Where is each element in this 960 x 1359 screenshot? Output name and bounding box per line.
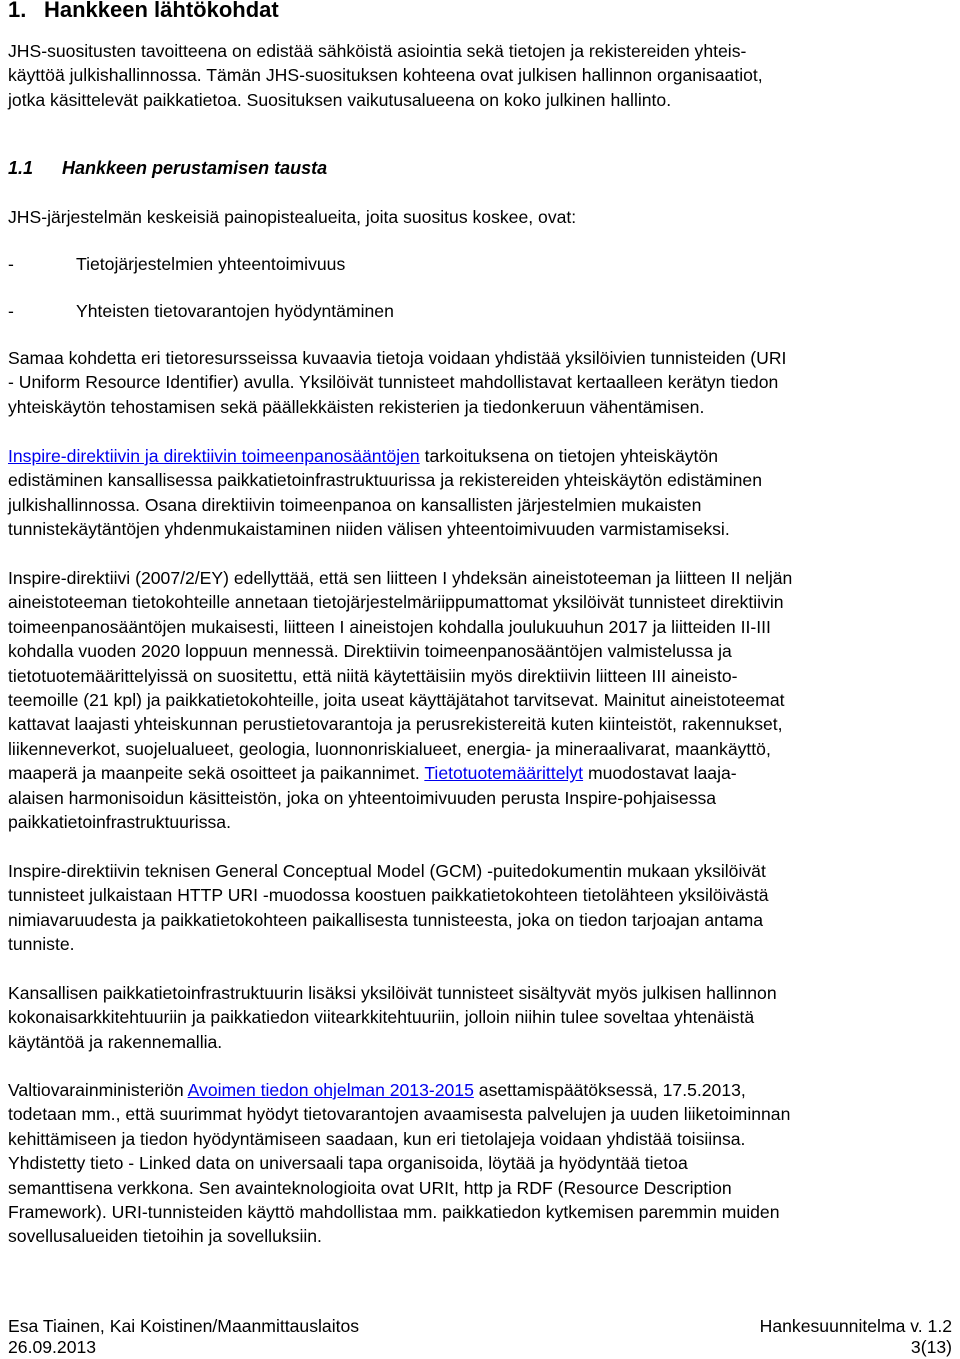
footer-page-number: 3(13) [910, 1337, 952, 1357]
text-line: jotka käsittelevät paikkatietoa. Suosituksen vaikutusalueena on koko julkinen hallinto. [8, 89, 672, 110]
text-fragment: tarkoituksena on tietojen yhteiskäytön [419, 446, 719, 466]
text-fragment: asettamispäätöksessä, 17.5.2013, [473, 1080, 746, 1100]
inspire-requirement-paragraph [8, 566, 956, 834]
text-line: tietotuotemäärittelyissä on suositettu, että niitä käytettäisiin myös direktiivin liitteen III aineisto- [8, 665, 738, 686]
text-line: yhteiskäytön tehostamisen sekä päällekkäisten rekisterien ja tiedonkeruun vähentämisen. [8, 396, 705, 417]
text-line: sovellusalueiden tietoihin ja sovelluksiin. [8, 1226, 322, 1247]
national-paragraph [8, 981, 956, 1054]
uri-paragraph [8, 346, 956, 419]
text-line: tunniste. [8, 934, 75, 955]
text-line: JHS-suositusten tavoitteena on edistää sähköistä asiointia sekä tietojen ja rekistereiden yhteis- [8, 41, 747, 61]
text-line: Yhdistetty tieto - Linked data on universaali tapa organisoida, löytää ja hyödyntää tietoa [8, 1153, 688, 1174]
text-line: tunnisteet julkaistaan HTTP URI -muodossa koostuen paikkatietokohteen tietolähteen yksilöivästä [8, 885, 769, 906]
section-title: Hankkeen lähtökohdat [44, 0, 279, 22]
text-line: Inspire-direktiivi (2007/2/EY) edellyttää, että sen liitteen I yhdeksän aineistoteeman ja liitteen II neljän [8, 568, 793, 588]
text-line: Samaa kohdetta eri tietoresursseissa kuvaavia tietoja voidaan yhdistää yksilöivien tunnisteiden (URI [8, 348, 787, 368]
text-line: kokonaisarkkitehtuuriin ja paikkatiedon viitearkkitehtuuriin, jolloin niihin tulee soveltaa yhtenäistä [8, 1007, 755, 1028]
text-line: julkishallinnossa. Osana direktiivin toimeenpanoa on kansallisten järjestelmien mukaisten [8, 494, 702, 515]
bullet-dash: - [8, 254, 14, 274]
section-heading [8, 0, 279, 24]
text-line: aineistoteeman tietokohteille annetaan tietojärjestelmäriippumattomat yksilöivät tunnisteet direktiivin [8, 592, 784, 613]
subsection-heading [8, 156, 327, 180]
subsection-number: 1.1 [8, 158, 34, 178]
bullet-text: Yhteisten tietovarantojen hyödyntäminen [76, 301, 394, 321]
text-line: teemoille (21 kpl) ja paikkatietokohteille, joita useat käyttäjätahot tarvitsevat. Mainitut aineistoteemat [8, 690, 785, 711]
text-line: kattavat laajasti yhteiskunnan perustietovarantoja ja perusrekistereitä kuten kiinteistöt, rakennukset, [8, 714, 783, 735]
text-fragment: muodostavat laaja- [583, 763, 737, 784]
open-data-programme-link[interactable]: Avoimen tiedon ohjelman 2013-2015 [187, 1080, 474, 1100]
text-line: Framework). URI-tunnisteiden käyttö mahdollistaa mm. paikkatiedon kytkemisen paremmin muiden [8, 1202, 780, 1223]
focus-intro-paragraph [8, 205, 956, 229]
bullet-dash: - [8, 301, 14, 321]
subsection-title: Hankkeen perustamisen tausta [62, 158, 328, 178]
text-line: nimiavaruudesta ja paikkatietokohteen paikallisesta tunnisteesta, joka on tiedon tarjoajan antama [8, 909, 764, 930]
section-number: 1. [8, 0, 27, 22]
text-line: edistäminen kansallisessa paikkatietoinfrastruktuurissa ja rekistereiden yhteiskäytön edistäminen [8, 470, 762, 491]
text-line: - Uniform Resource Identifier) avulla. Yksilöivät tunnisteet mahdollistavat kertaalleen kerätyn tiedon [8, 372, 779, 393]
inspire-purpose-paragraph [8, 444, 956, 542]
bullet-text: Tietojärjestelmien yhteentoimivuus [76, 254, 346, 274]
text-line: paikkatietoinfrastruktuurissa. [8, 812, 231, 833]
text-line: kehittämiseen ja tiedon hyödyntämiseen saadaan, kun eri tietolajeja voidaan yhdistää toisiinsa. [8, 1128, 746, 1149]
ministry-paragraph [8, 1078, 956, 1249]
text-line: käyttöä julkishallinnossa. Tämän JHS-suosituksen kohteena ovat julkisen hallinnon organisaatiot, [8, 65, 763, 86]
footer-doc-version: Hankesuunnitelma v. 1.2 [759, 1316, 952, 1336]
text-line: semanttisena verkkona. Sen avainteknologioita ovat URIt, http ja RDF (Resource Description [8, 1177, 732, 1198]
text-line: tunnistekäytäntöjen yhdenmukaistaminen niiden välisen yhteentoimivuuden varmistamiseksi. [8, 519, 730, 540]
text-line: todetaan mm., että suurimmat hyödyt tietovarantojen avaamisesta palvelujen ja uuden liiketoiminnan [8, 1104, 791, 1125]
text-line: alaisen harmonisoidun käsitteistön, joka on yhteentoimivuuden perusta Inspire-pohjaisessa [8, 787, 717, 808]
inspire-directive-link[interactable]: Inspire-direktiivin ja direktiivin toimeenpanosääntöjen [8, 446, 420, 466]
text-fragment: maaperä ja maanpeite sekä osoitteet ja paikannimet. [8, 763, 425, 784]
text-line [8, 1078, 956, 1102]
text-line [8, 761, 956, 785]
text-line: käytäntöä ja rakennemallia. [8, 1031, 223, 1052]
product-specifications-link[interactable]: Tietotuotemäärittelyt [424, 763, 584, 784]
gcm-paragraph [8, 859, 956, 957]
text-line: Kansallisen paikkatietoinfrastruktuurin lisäksi yksilöivät tunnisteet sisältyvät myös julkisen hallinnon [8, 983, 777, 1003]
text-line: toimeenpanosääntöjen mukaisesti, liitteen I aineistojen kohdalla joulukuuhun 2017 ja liitteiden II-III [8, 616, 771, 637]
intro-paragraph [8, 39, 956, 112]
text-line: JHS-järjestelmän keskeisiä painopistealueita, joita suositus koskee, ovat: [8, 207, 577, 227]
bullet-item [8, 252, 345, 276]
text-line: kohdalla vuoden 2020 loppuun mennessä. Direktiivin toimeenpanosääntöjen valmistelussa ja [8, 641, 732, 662]
bullet-item [8, 299, 394, 323]
footer-authors: Esa Tiainen, Kai Koistinen/Maanmittauslaitos [8, 1316, 360, 1336]
text-line [8, 444, 956, 468]
text-fragment: Valtiovarainministeriön [8, 1080, 188, 1100]
footer-date: 26.09.2013 [8, 1337, 97, 1357]
text-line: liikenneverkot, suojelualueet, geologia, luonnonriskialueet, energia- ja mineraalivarat, maankäyttö, [8, 738, 771, 759]
text-line: Inspire-direktiivin teknisen General Conceptual Model (GCM) -puitedokumentin mukaan yksilöivät [8, 861, 766, 881]
